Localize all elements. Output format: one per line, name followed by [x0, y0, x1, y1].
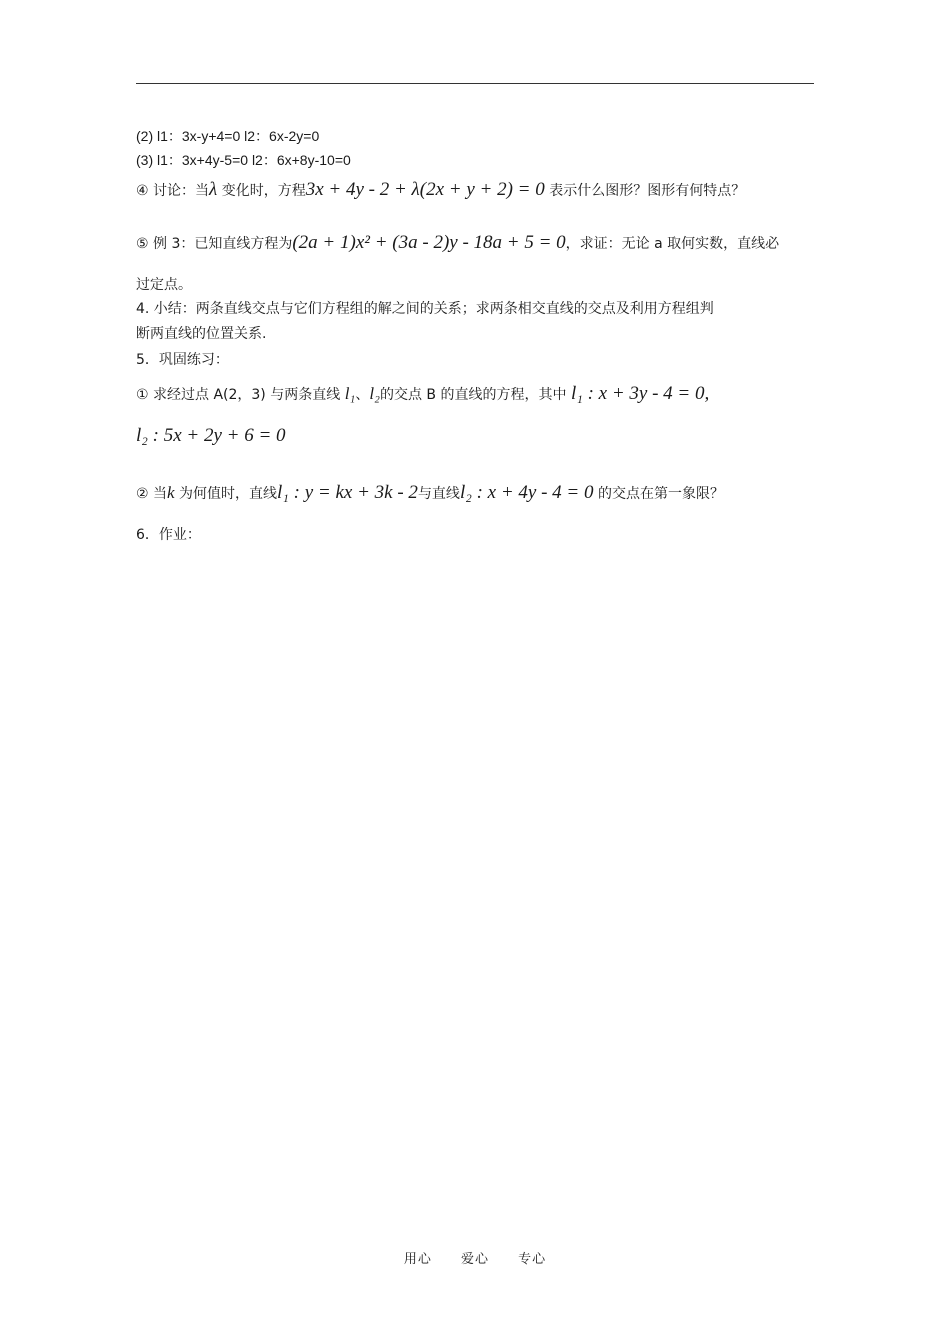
equation-l1: l₁ : x + 3y - 4 = 0, — [570, 383, 710, 404]
page-footer — [0, 1248, 950, 1267]
example-3-continued: 过定点。 — [136, 277, 192, 293]
footer-text: 爱心 — [460, 1252, 489, 1267]
practice-2-line — [136, 483, 826, 504]
equation-l1: l₁ : y = kx + 3k - 2 — [277, 482, 418, 503]
k-symbol: k — [167, 483, 175, 502]
equation-pair-3: (3) l1：3x+4y-5=0 l2：6x+8y-10=0 — [136, 152, 351, 168]
header-rule — [136, 83, 814, 84]
equation-l2: l₂ : 5x + 2y + 6 = 0 — [136, 425, 286, 446]
equation: (2a + 1)x² + (3a - 2)y - 18a + 5 = 0 — [292, 232, 566, 253]
equation: 3x + 4y - 2 + λ(2x + y + 2) = 0 — [305, 179, 545, 200]
separator: 、 — [355, 387, 370, 403]
text: 变化时，方程 — [221, 183, 306, 199]
text: 与两条直线 — [270, 387, 341, 403]
text: ，求证：无论 a 取何实数，直线必 — [565, 236, 780, 252]
text: ① 求经过点 A — [136, 387, 224, 403]
text: 的交点 B 的直线的方程，其中 — [379, 387, 567, 403]
text: ② 当 — [136, 486, 168, 502]
line-l1: l₁ — [344, 384, 356, 403]
point-a: (2，3) — [223, 387, 266, 403]
text: 与直线 — [417, 486, 460, 502]
text: ④ 讨论：当 — [136, 183, 210, 199]
footer-text: 用心 — [403, 1252, 432, 1267]
equation-l2: l₂ : x + 4y - 4 = 0 — [459, 482, 594, 503]
example-3-line — [136, 233, 826, 254]
practice-1-continued — [136, 426, 826, 447]
practice-1-line — [136, 384, 826, 405]
summary-line-1: 4. 小结：两条直线交点与它们方程组的解之间的关系；求两条相交直线的交点及利用方程组判 — [136, 301, 714, 317]
text: 表示什么图形？图形有何特点？ — [549, 183, 746, 199]
text: 为何值时，直线 — [179, 486, 278, 502]
lambda-symbol: λ — [209, 179, 218, 200]
homework-heading: 6．作业： — [136, 527, 201, 543]
practice-heading: 5．巩固练习： — [136, 352, 229, 368]
line-l2: l₂ — [369, 384, 380, 403]
footer-text: 专心 — [518, 1252, 547, 1267]
equation-pair-2: (2) l1：3x-y+4=0 l2：6x-2y=0 — [136, 128, 320, 144]
text: 的交点在第一象限？ — [597, 486, 724, 502]
summary-line-2: 断两直线的位置关系. — [136, 326, 267, 342]
text: ⑤ 例 3：已知直线方程为 — [136, 236, 293, 252]
discussion-line — [136, 180, 826, 201]
